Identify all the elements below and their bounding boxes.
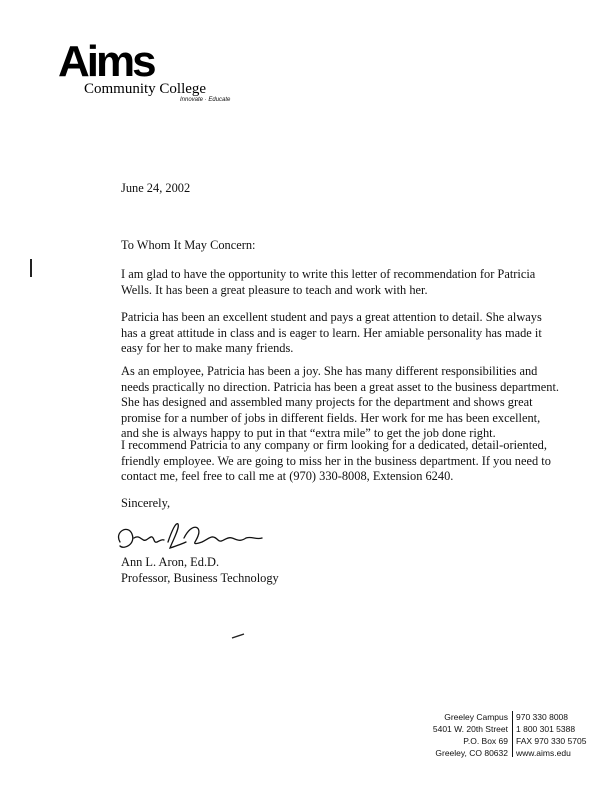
footer-divider — [512, 711, 513, 757]
paragraph-text: I am glad to have the opportunity to write this letter of recommendation for Patricia Wells. It has been a great pleasure to teach and work with her. — [121, 267, 536, 297]
logo-tagline: Innovate · Educate — [180, 97, 231, 103]
footer-line: Greeley Campus — [444, 712, 508, 722]
paragraph-1 — [121, 267, 561, 298]
logo-wordmark: Aims — [58, 37, 154, 86]
footer-line: P.O. Box 69 — [463, 736, 508, 746]
footer-line: 5401 W. 20th Street — [432, 724, 508, 734]
signature-block — [121, 555, 279, 586]
signer-title: Professor, Business Technology — [121, 570, 279, 585]
paragraph-3 — [121, 364, 561, 442]
signer-name: Ann L. Aron, Ed.D. — [121, 555, 220, 569]
logo-college-name: Community College — [84, 81, 207, 97]
college-logo — [58, 37, 231, 104]
footer-phone: 970 330 8008 — [516, 712, 568, 722]
letter-date: June 24, 2002 — [121, 181, 191, 195]
salutation: To Whom It May Concern: — [121, 238, 256, 252]
footer-address — [400, 711, 508, 759]
footer-fax: FAX 970 330 5705 — [516, 736, 587, 746]
paragraph-text: Patricia has been an excellent student and pays a great attention to detail. She always has a great attitude in class and is eager to learn. Her amiable personality has made it easy for her to make many friends. — [121, 310, 542, 355]
paragraph-text: I recommend Patricia to any company or firm looking for a dedicated, detail-oriented, friendly employee. We are going to miss her in the business department. If you need to contact me, feel free to call me at (970) 330-8008, Extension 6240. — [121, 438, 551, 483]
footer-website: www.aims.edu — [516, 748, 571, 758]
scan-mark — [30, 259, 32, 277]
paragraph-2 — [121, 310, 561, 357]
paragraph-4 — [121, 438, 561, 485]
closing: Sincerely, — [121, 496, 171, 510]
footer-line: Greeley, CO 80632 — [435, 748, 508, 758]
paragraph-text: As an employee, Patricia has been a joy. She has many different responsibilities and needs practically no direction. Patricia has been a great asset to the business department. She has designed and assembled many projects for the department and shows great promise for a number of jobs in different fields. Her work for me has been excellent, and she is always happy to put in that “extra mile” to get the job done right. — [121, 364, 559, 440]
footer-tollfree: 1 800 301 5388 — [516, 724, 576, 734]
footer-contact — [516, 711, 606, 759]
pen-mark — [230, 624, 270, 644]
